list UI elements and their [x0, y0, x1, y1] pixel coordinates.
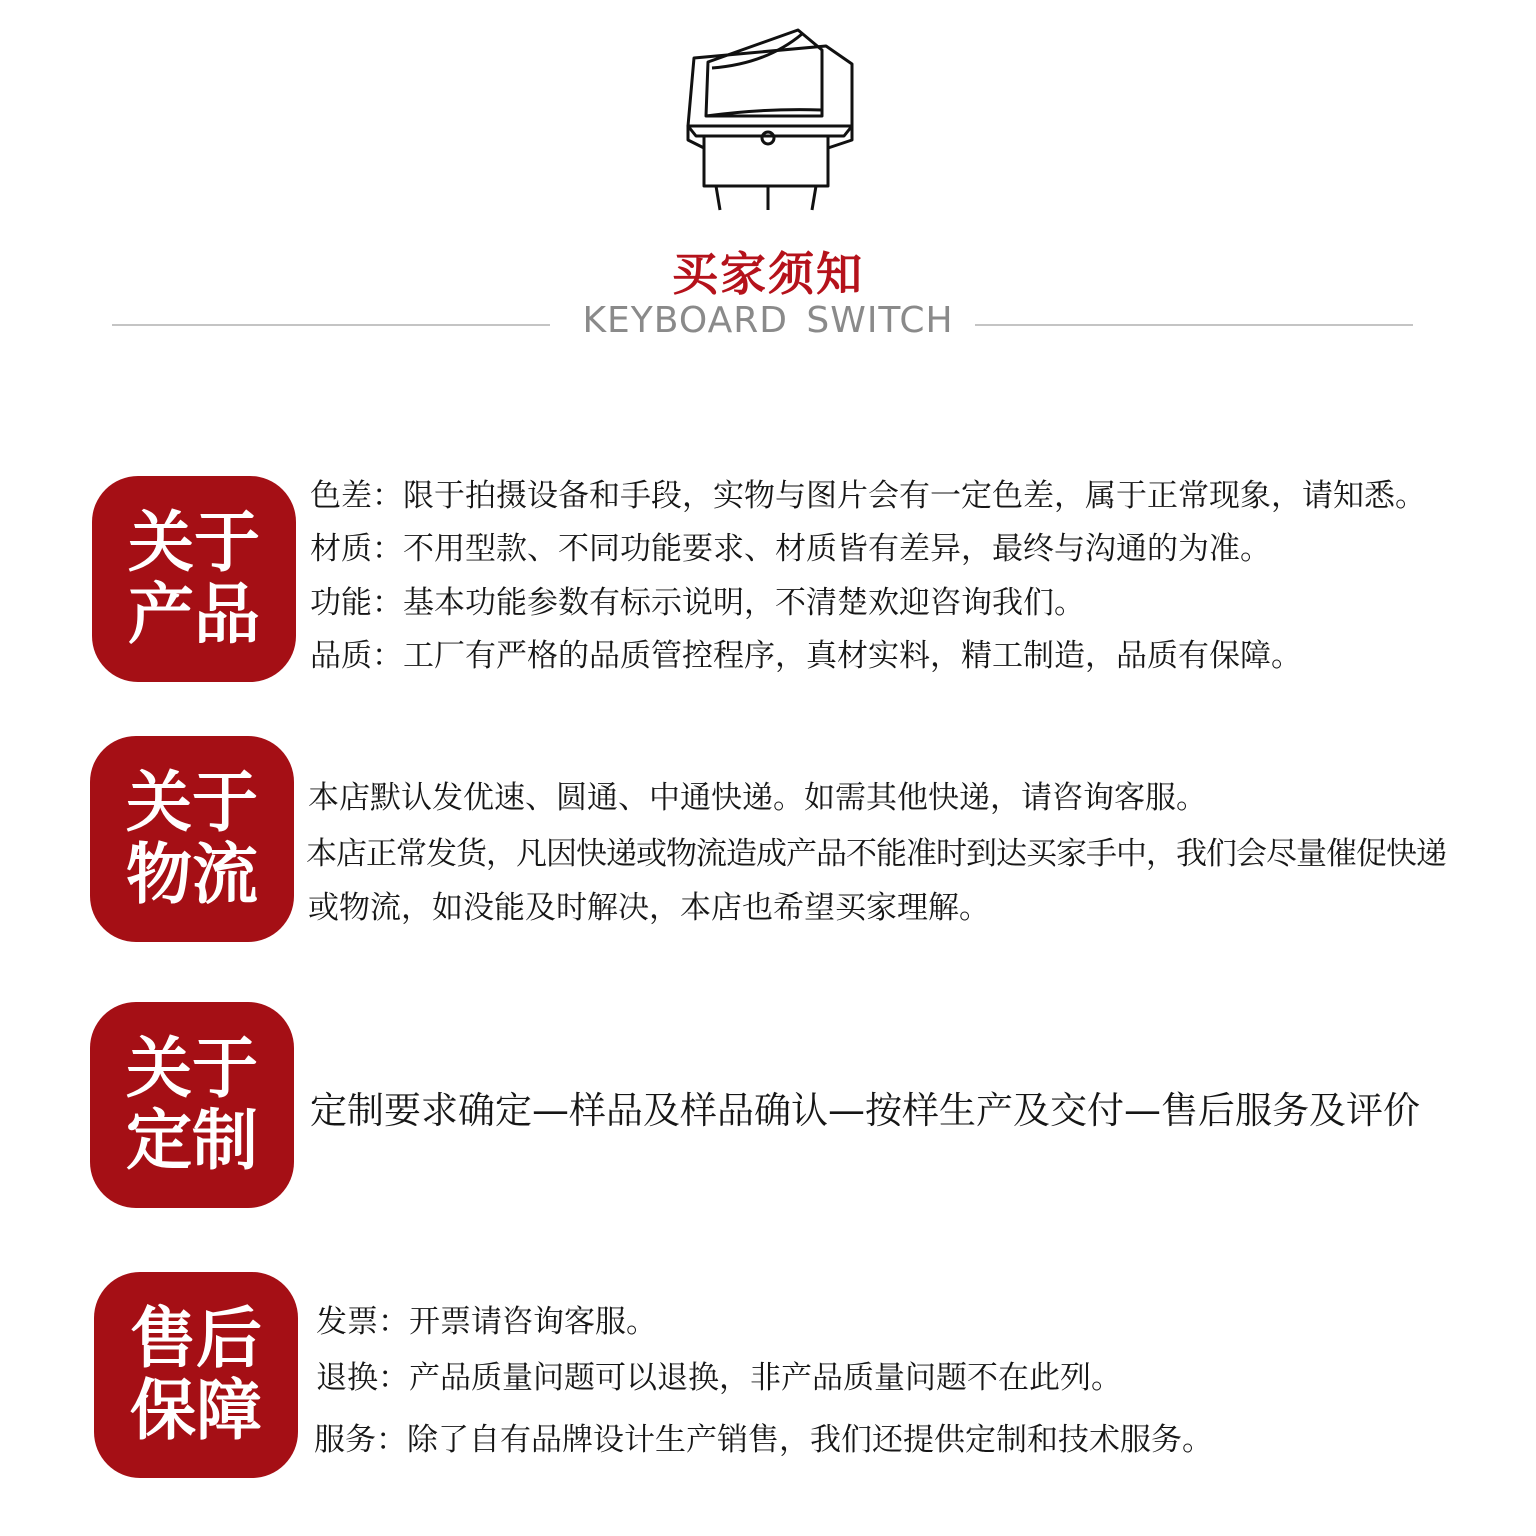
note-return: 退换：产品质量问题可以退换，非产品质量问题不在此列。 — [316, 1360, 1122, 1396]
note-material: 材质：不用型款、不同功能要求、材质皆有差异，最终与沟通的为准。 — [310, 531, 1271, 567]
note-couriers: 本店默认发优速、圆通、中通快递。如需其他快递，请咨询客服。 — [308, 780, 1207, 816]
badge-line: 关于 — [128, 504, 260, 581]
badge-line: 物流 — [126, 836, 258, 913]
note-delivery-cont: 或物流，如没能及时解决，本店也希望买家理解。 — [308, 890, 990, 926]
badge-line: 产品 — [128, 576, 260, 653]
badge-line: 关于 — [126, 1030, 258, 1107]
badge-line: 售后 — [130, 1300, 262, 1377]
badge-line: 关于 — [126, 764, 258, 841]
badge-about-product — [92, 476, 296, 682]
page-title: 买家须知 — [672, 247, 864, 301]
note-color-difference: 色差：限于拍摄设备和手段，实物与图片会有一定色差，属于正常现象，请知悉。 — [310, 478, 1426, 514]
divider-right — [975, 324, 1413, 326]
note-service: 服务：除了自有品牌设计生产销售，我们还提供定制和技术服务。 — [314, 1422, 1213, 1458]
badge-after-sales — [94, 1272, 298, 1478]
badge-line: 保障 — [130, 1372, 262, 1449]
rocker-switch-icon — [676, 20, 860, 216]
badge-about-logistics — [90, 736, 294, 942]
page-subtitle: KEYBOARD SWITCH — [582, 300, 954, 341]
badge-line: 定制 — [126, 1102, 258, 1179]
note-delivery: 本店正常发货，凡因快递或物流造成产品不能准时到达买家手中，我们会尽量催促快递 — [306, 836, 1446, 872]
note-function: 功能：基本功能参数有标示说明，不清楚欢迎咨询我们。 — [310, 585, 1085, 621]
note-quality: 品质：工厂有严格的品质管控程序，真材实料，精工制造，品质有保障。 — [310, 638, 1302, 674]
badge-about-customization — [90, 1002, 294, 1208]
customization-process: 定制要求确定—样品及样品确认—按样生产及交付—售后服务及评价 — [310, 1089, 1420, 1132]
note-invoice: 发票：开票请咨询客服。 — [316, 1304, 657, 1340]
